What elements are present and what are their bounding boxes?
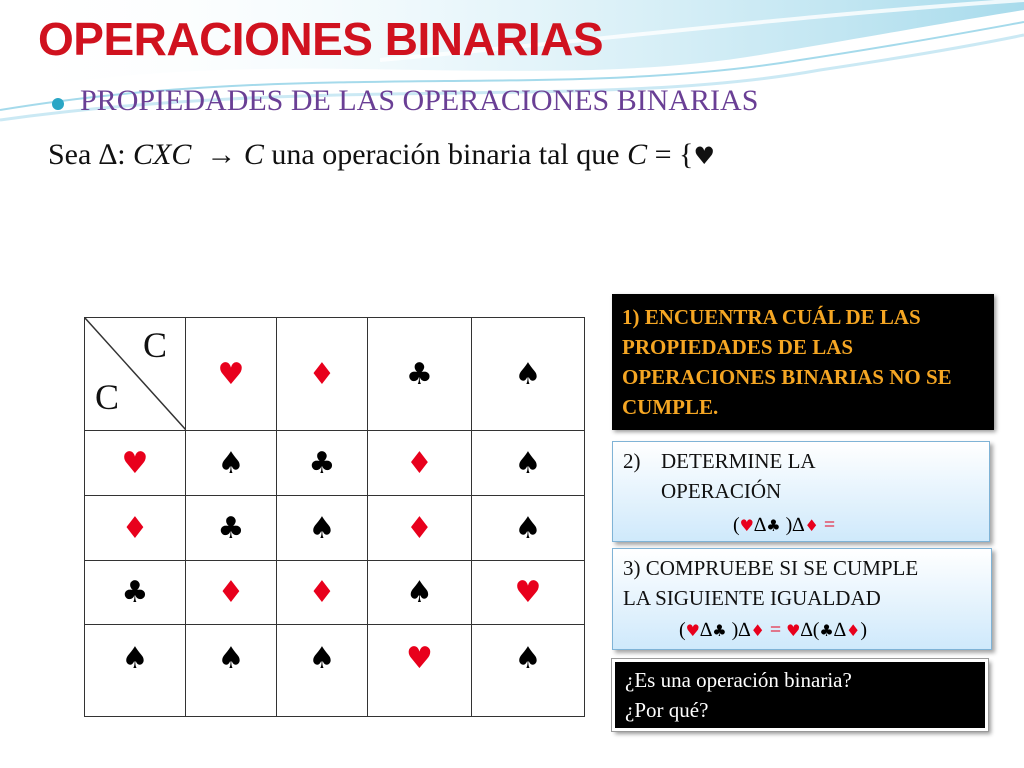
table-cell: ♥ xyxy=(368,625,472,717)
question-line-1: ¿Es una operación binaria? xyxy=(625,668,852,692)
slide-title: OPERACIONES BINARIAS xyxy=(38,13,604,65)
table-cell: ♠ xyxy=(472,431,585,496)
task-2-formula xyxy=(733,510,835,541)
corner-label-bottom: C xyxy=(95,377,120,417)
table-cell: ♥ xyxy=(472,561,585,625)
table-row xyxy=(85,561,585,625)
corner-label-top: C xyxy=(142,325,167,365)
statement-colon: : xyxy=(117,138,134,171)
table-cell: ♦ xyxy=(186,561,277,625)
subtitle-text: PROPIEDADES DE LAS OPERACIONES BINARIAS xyxy=(80,84,759,117)
statement-op-symbol: ∆ xyxy=(98,138,118,171)
task-2-text xyxy=(661,446,816,506)
table-corner-cell xyxy=(85,318,186,431)
table-cell: ♦ xyxy=(368,496,472,561)
row-head-cell: ♣ xyxy=(85,561,186,625)
table-cell: ♠ xyxy=(186,625,277,717)
table-header-row xyxy=(85,318,585,431)
task-1-text: 1) ENCUENTRA CUÁL DE LAS PROPIEDADES DE LAS OPERACIONES BINARIAS NO SE CUMPLE. xyxy=(622,305,952,419)
formula-token: ♣ xyxy=(766,516,781,535)
formula-token: ♥ xyxy=(685,621,701,640)
row-head-cell: ♠ xyxy=(85,625,186,717)
statement-line xyxy=(48,138,715,172)
table-cell: ♦ xyxy=(368,431,472,496)
formula-token: ♦ xyxy=(845,621,861,640)
table-cell: ♠ xyxy=(472,496,585,561)
statement-set-name: C xyxy=(627,138,648,171)
table-cell: ♠ xyxy=(472,625,585,717)
statement-middle: una operación binaria tal que xyxy=(263,138,628,171)
table-row xyxy=(85,431,585,496)
table-row xyxy=(85,625,585,717)
table-cell: ♠ xyxy=(277,496,368,561)
task-2-line-1: DETERMINE LA xyxy=(661,449,816,473)
statement-codomain: C xyxy=(243,138,264,171)
task-3-formula xyxy=(679,615,867,646)
task-2-box xyxy=(612,441,990,542)
formula-token: ♣ xyxy=(819,621,834,640)
formula-token: = xyxy=(818,514,836,536)
task-2-number: 2) xyxy=(623,449,641,473)
formula-token: ♣ xyxy=(712,621,727,640)
table-cell: ♦ xyxy=(277,561,368,625)
formula-token: ♥ xyxy=(739,516,755,535)
task-3-box xyxy=(612,548,992,650)
question-box xyxy=(612,659,988,731)
statement-prefix: Sea xyxy=(48,138,99,171)
table-row xyxy=(85,496,585,561)
formula-token: ∆ xyxy=(700,619,713,641)
formula-token: )∆ xyxy=(780,514,805,536)
formula-token: ♦ xyxy=(750,621,765,640)
table-header-cell: ♥ xyxy=(186,318,277,431)
statement-equals: = { xyxy=(647,138,694,171)
operation-table xyxy=(84,317,585,717)
slide-subtitle xyxy=(50,84,758,118)
task-2-line-2: OPERACIÓN xyxy=(661,479,782,503)
formula-token: ∆ xyxy=(754,514,767,536)
table-cell: ♠ xyxy=(368,561,472,625)
task-3-line-1: 3) COMPRUEBE SI SE CUMPLE xyxy=(623,556,919,580)
formula-token: ( xyxy=(679,619,686,641)
table-cell: ♠ xyxy=(277,625,368,717)
statement-arrow: → xyxy=(191,138,244,171)
formula-token: )∆ xyxy=(726,619,751,641)
question-line-2: ¿Por qué? xyxy=(625,698,709,722)
task-1-box xyxy=(612,294,994,430)
table-header-cell: ♣ xyxy=(368,318,472,431)
table-header-cell: ♠ xyxy=(472,318,585,431)
formula-token: = xyxy=(764,619,787,641)
table-cell: ♠ xyxy=(186,431,277,496)
formula-token: ) xyxy=(860,619,867,641)
formula-token: ∆( xyxy=(800,619,820,641)
table-cell: ♣ xyxy=(186,496,277,561)
table-cell: ♣ xyxy=(277,431,368,496)
formula-token: ∆ xyxy=(833,619,846,641)
formula-token: ( xyxy=(733,514,740,536)
formula-token: ♦ xyxy=(804,516,819,535)
statement-domain: CXC xyxy=(133,138,192,171)
task-3-line-2: LA SIGUIENTE IGUALDAD xyxy=(623,586,881,610)
row-head-cell: ♦ xyxy=(85,496,186,561)
formula-token: ♥ xyxy=(786,621,801,640)
row-head-cell: ♥ xyxy=(85,431,186,496)
statement-first-element: ♥ xyxy=(693,142,715,170)
table-header-cell: ♦ xyxy=(277,318,368,431)
